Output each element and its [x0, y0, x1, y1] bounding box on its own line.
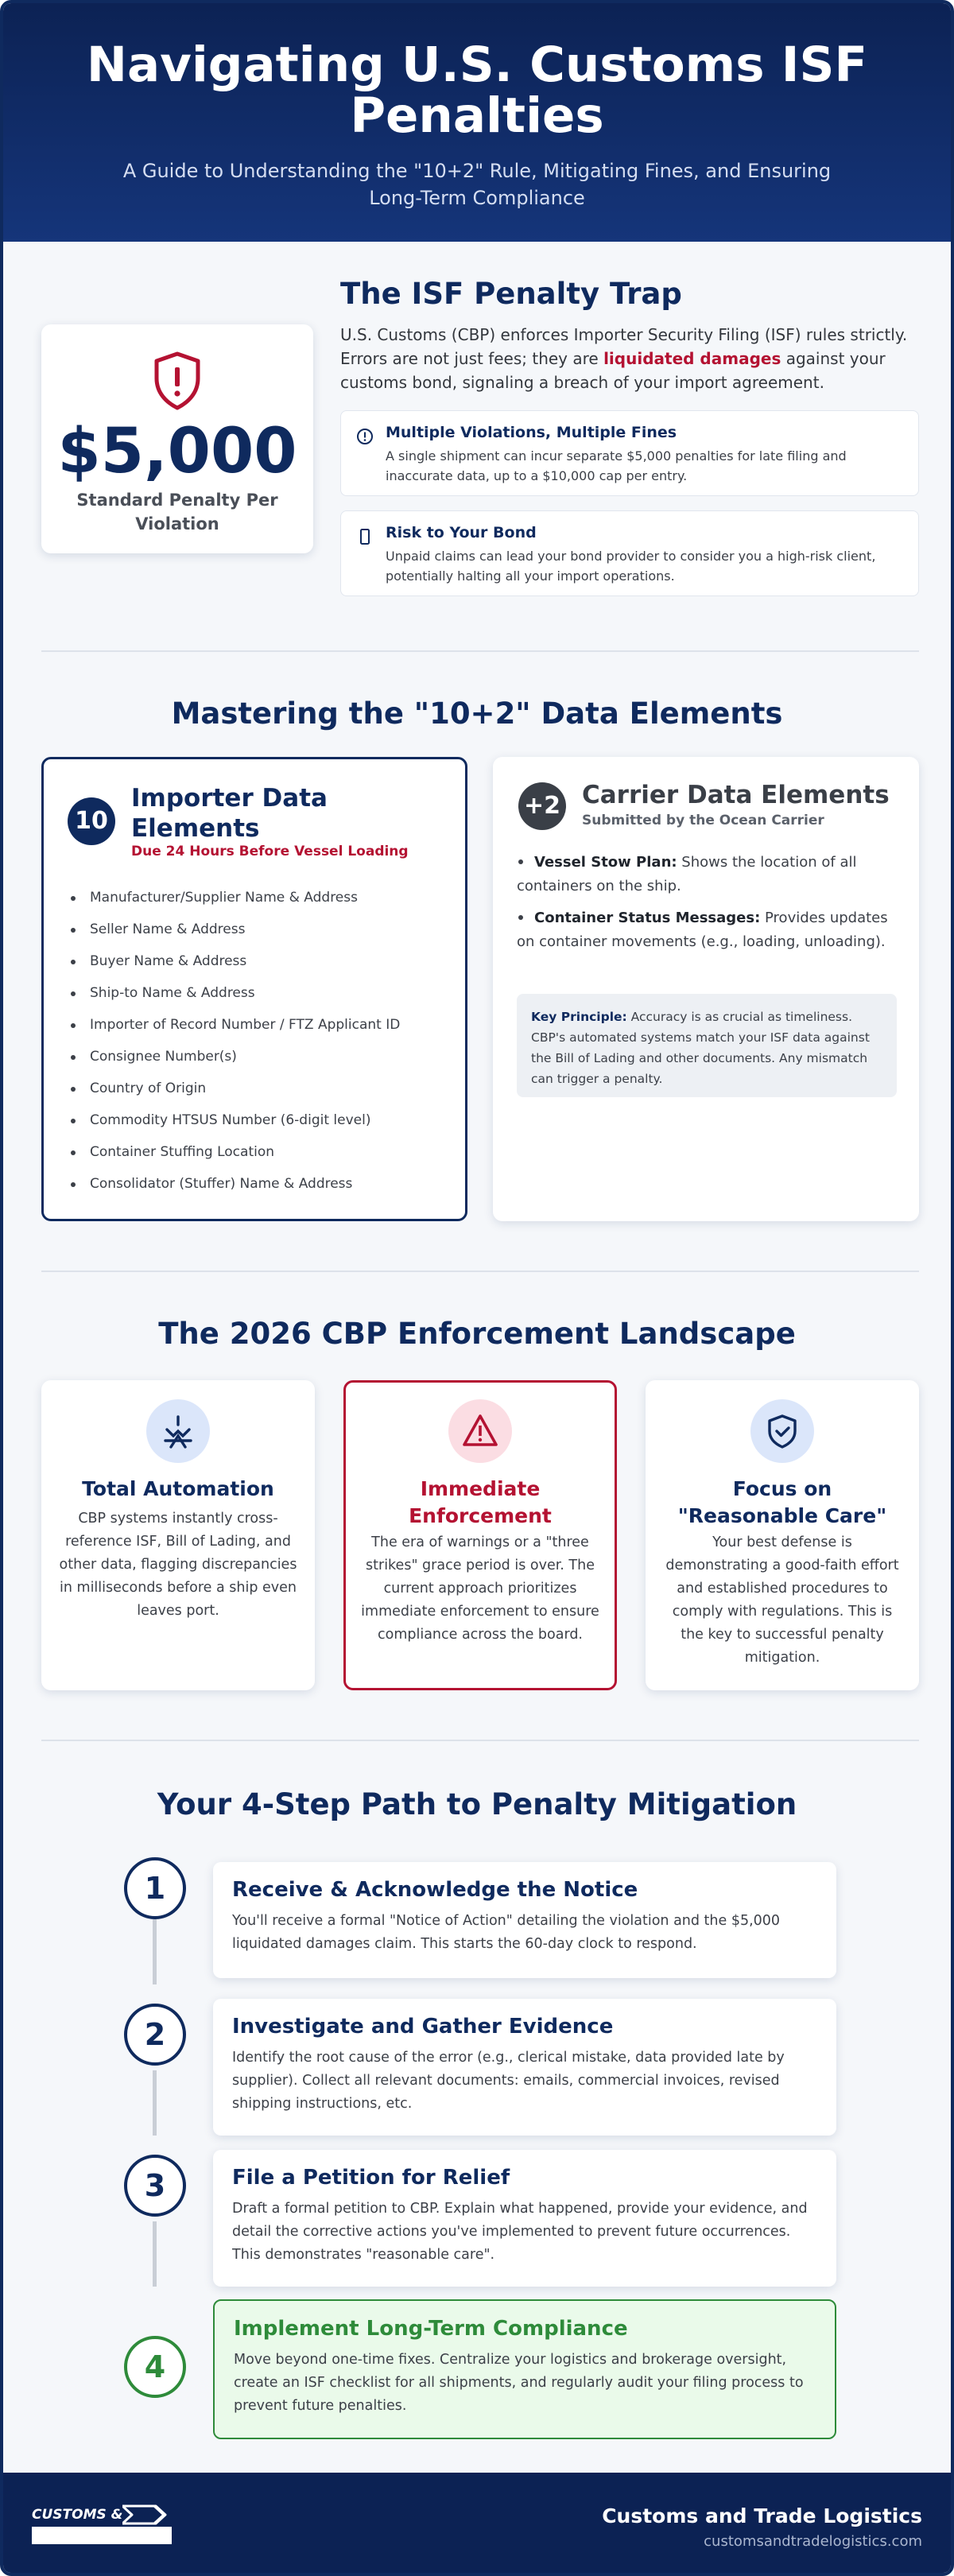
key-principle-box [517, 994, 897, 1097]
step-title: Investigate and Gather Evidence [232, 2015, 614, 2039]
enforcement-card-automation [41, 1380, 315, 1690]
step-title: Implement Long-Term Compliance [234, 2317, 628, 2341]
step-connector [153, 2070, 157, 2136]
info-card-text: A single shipment can incur separate $5,000 penalties for late filing and inaccurate data, up to a $10,000 cap per entry. [386, 448, 847, 483]
carrier-card-subtitle: Submitted by the Ocean Carrier [582, 813, 824, 828]
bullet [518, 859, 523, 864]
bond-icon [355, 527, 374, 546]
step-connector [153, 1919, 157, 1984]
shield-alert-icon [153, 351, 202, 410]
list-item: Seller Name & Address [68, 914, 449, 945]
importer-card-title: Importer Data Elements [131, 784, 328, 843]
carrier-badge: +2 [518, 782, 566, 830]
importer-badge: 10 [68, 797, 115, 845]
step-card-4 [213, 2299, 836, 2439]
section-divider [41, 1740, 919, 1741]
section-title-enforcement: The 2026 CBP Enforcement Landscape [158, 1317, 796, 1351]
enforcement-card-text: Your best defense is demonstrating a good-faith effort and established procedures to comply with regulations. This is the key to successful penalty mitigation. [665, 1534, 899, 1666]
bullet [518, 915, 523, 920]
step-title: Receive & Acknowledge the Notice [232, 1878, 638, 1902]
logo-bar [32, 2527, 172, 2544]
list-item: Ship-to Name & Address [68, 977, 449, 1009]
carrier-item-label: Vessel Stow Plan: [534, 854, 677, 871]
step-card-3 [213, 2150, 836, 2287]
info-card-title: Multiple Violations, Multiple Fines [386, 424, 677, 441]
importer-data-card [41, 757, 467, 1221]
list-item: Consignee Number(s) [68, 1041, 449, 1073]
section-title-steps: Your 4-Step Path to Penalty Mitigation [157, 1787, 797, 1821]
carrier-data-card [493, 757, 919, 1221]
page-subtitle: A Guide to Understanding the "10+2" Rule, Mitigating Fines, and Ensuring Long-Term Compliance [122, 160, 832, 209]
step-text: You'll receive a formal "Notice of Action" detailing the violation and the $5,000 liquidated damages claim. This starts the 60-day clock to respond. [232, 1913, 781, 1952]
automation-icon [146, 1399, 210, 1463]
header-banner [3, 3, 951, 242]
list-item: Buyer Name & Address [68, 945, 449, 977]
enforcement-card-title: Focus on "Reasonable Care" [677, 1477, 887, 1527]
carrier-item-status-messages [517, 906, 897, 954]
step-card-2 [213, 1999, 836, 2136]
list-item: Importer of Record Number / FTZ Applicant ID [68, 1009, 449, 1041]
carrier-card-title: Carrier Data Elements [582, 781, 890, 809]
enforcement-card-title: Immediate Enforcement [409, 1477, 552, 1527]
liquidated-damages-highlight: liquidated damages [603, 349, 781, 368]
company-logo[interactable] [32, 2504, 172, 2546]
info-card-text: Unpaid claims can lead your bond provider to consider you a high-risk client, potentially halting all your import operations. [386, 549, 876, 584]
importer-elements-list [68, 882, 449, 1200]
list-item: Manufacturer/Supplier Name & Address [68, 882, 449, 914]
step-text: Draft a formal petition to CBP. Explain what happened, provide your evidence, and detail the corrective actions you've implemented to prevent future occurrences. This demonstrates "reasonable care". [232, 2201, 808, 2263]
step-text: Identify the root cause of the error (e.g., clerical mistake, data provided late by supplier). Collect all relevant documents: emails, commercial invoices, revised shipping instructions, etc. [232, 2050, 785, 2112]
footer [3, 2473, 951, 2576]
step-title: File a Petition for Relief [232, 2166, 510, 2190]
step-number: 3 [124, 2155, 186, 2217]
penalty-trap-description [340, 323, 919, 394]
carrier-item-text: Provides updates on container movements (e.g., loading, unloading). [517, 910, 888, 950]
step-number: 4 [124, 2336, 186, 2398]
section-divider [41, 1271, 919, 1272]
shield-check-icon [750, 1399, 814, 1463]
warning-triangle-icon [448, 1399, 512, 1463]
info-card-multiple-violations [340, 410, 919, 496]
importer-card-deadline: Due 24 Hours Before Vessel Loading [131, 844, 409, 859]
list-item: Country of Origin [68, 1073, 449, 1104]
enforcement-card-text: The era of warnings or a "three strikes" grace period is over. The current approach prioritizes immediate enforcement to ensure compliance across the board. [361, 1534, 599, 1643]
key-principle-label: Key Principle: [531, 1010, 627, 1024]
carrier-item-text: Shows the location of all containers on the ship. [517, 854, 857, 894]
logo-arrow-icon [122, 2504, 172, 2525]
carrier-item-stow-plan [517, 851, 897, 898]
page-title: Navigating U.S. Customs ISF Penalties [86, 37, 868, 144]
section-divider [41, 650, 919, 652]
enforcement-card-text: CBP systems instantly cross-reference ISF, Bill of Lading, and other data, flagging discrepancies in milliseconds before a ship even leaves port. [59, 1511, 297, 1619]
step-number: 2 [124, 2004, 186, 2066]
list-item: Consolidator (Stuffer) Name & Address [68, 1168, 449, 1200]
alert-circle-icon [355, 427, 374, 446]
enforcement-card-title: Total Automation [82, 1477, 274, 1500]
brand-url-link[interactable]: customsandtradelogistics.com [704, 2533, 922, 2550]
section-title-penalty-trap: The ISF Penalty Trap [340, 277, 682, 311]
brand-name: Customs and Trade Logistics [602, 2504, 922, 2528]
info-card-bond-risk [340, 510, 919, 596]
step-card-1 [213, 1862, 836, 1978]
description-text-end: against your customs bond, signaling a breach of your import agreement. [340, 349, 886, 392]
list-item: Container Stuffing Location [68, 1136, 449, 1168]
carrier-item-label: Container Status Messages: [534, 910, 761, 926]
penalty-amount-card [41, 324, 313, 553]
logo-text: CUSTOMS & [32, 2507, 123, 2523]
penalty-amount-caption: Standard Penalty Per Violation [76, 491, 278, 533]
key-principle-text: Accuracy is as crucial as timeliness. CBP's automated systems match your ISF data against the Bill of Lading and other documents. Any mismatch can trigger a penalty. [531, 1010, 870, 1086]
enforcement-card-immediate [343, 1380, 617, 1690]
section-title-data-elements: Mastering the "10+2" Data Elements [171, 696, 783, 731]
description-text: U.S. Customs (CBP) enforces Importer Security Filing (ISF) rules strictly. Errors are not just fees; they are [340, 325, 908, 368]
step-number: 1 [124, 1857, 186, 1919]
penalty-trap-section [3, 242, 951, 652]
enforcement-card-reasonable-care [646, 1380, 919, 1690]
step-connector [153, 2221, 157, 2287]
penalty-amount: $5,000 [57, 416, 297, 487]
info-card-title: Risk to Your Bond [386, 524, 537, 541]
step-text: Move beyond one-time fixes. Centralize your logistics and brokerage oversight, create an ISF checklist for all shipments, and regularly audit your filing process to prevent future penalties. [234, 2352, 804, 2414]
list-item: Commodity HTSUS Number (6-digit level) [68, 1104, 449, 1136]
